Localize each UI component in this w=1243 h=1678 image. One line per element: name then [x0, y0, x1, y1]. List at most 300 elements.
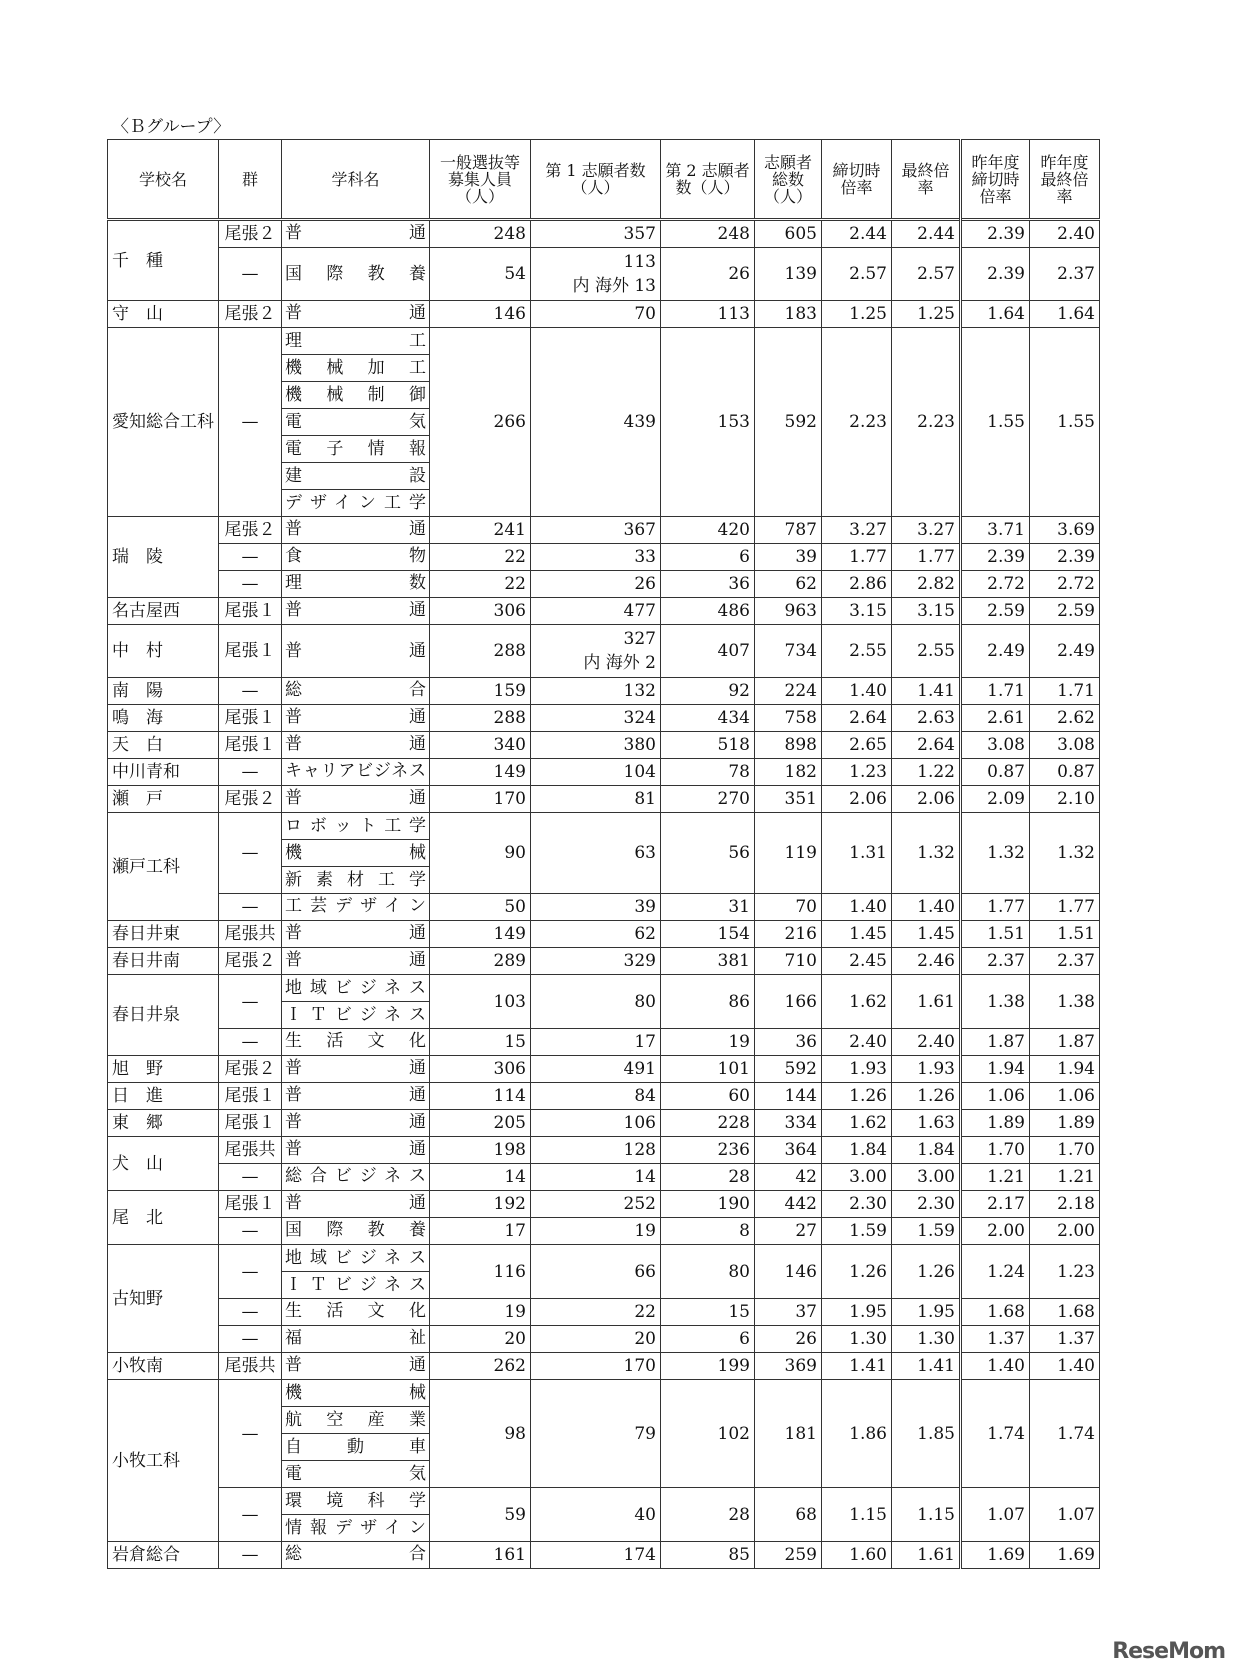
department-cell [282, 220, 430, 248]
capacity-cell: 90 [430, 813, 531, 894]
prev-deadline-ratio-cell: 1.71 [961, 678, 1030, 705]
capacity-cell: 146 [430, 301, 531, 328]
first-choice-cell: 33 [531, 544, 661, 571]
department-cell [282, 1326, 430, 1353]
prev-final-ratio-cell: 1.21 [1030, 1164, 1100, 1191]
department-name: 普通 [285, 950, 426, 971]
table-row [108, 220, 1100, 248]
group-cell: 尾張１ [219, 1083, 282, 1110]
department-cell [282, 975, 430, 1029]
second-choice-cell: 56 [661, 813, 755, 894]
department-cell [282, 1164, 430, 1191]
department-name: 航空産業 [282, 1407, 429, 1434]
prev-deadline-ratio-cell: 1.06 [961, 1083, 1030, 1110]
deadline-ratio-cell: 1.62 [822, 975, 892, 1029]
prev-final-ratio-cell: 1.89 [1030, 1110, 1100, 1137]
group-cell: 尾張１ [219, 705, 282, 732]
department-cell [282, 1299, 430, 1326]
group-cell: 尾張共 [219, 1137, 282, 1164]
header-first-choice: 第 1 志願者数（人） [531, 140, 661, 220]
prev-deadline-ratio-cell: 3.08 [961, 732, 1030, 759]
first-choice-cell: 477 [531, 598, 661, 625]
deadline-ratio-cell: 1.26 [822, 1083, 892, 1110]
second-choice-cell: 80 [661, 1245, 755, 1299]
header-capacity: 一般選抜等募集人員（人） [430, 140, 531, 220]
total-cell: 37 [755, 1299, 822, 1326]
table-row [108, 1326, 1100, 1353]
department-name: 総合 [285, 680, 426, 701]
first-choice-cell: 252 [531, 1191, 661, 1218]
second-choice-cell: 190 [661, 1191, 755, 1218]
school-name: 千 種 [108, 220, 219, 301]
capacity-cell: 14 [430, 1164, 531, 1191]
first-choice-cell: 380 [531, 732, 661, 759]
total-cell: 139 [755, 248, 822, 301]
group-cell: 尾張２ [219, 220, 282, 248]
department-cell [282, 732, 430, 759]
second-choice-cell: 85 [661, 1542, 755, 1569]
group-cell: — [219, 1299, 282, 1326]
final-ratio-cell: 1.26 [892, 1245, 961, 1299]
total-cell: 369 [755, 1353, 822, 1380]
table-row [108, 975, 1100, 1029]
final-ratio-cell: 1.85 [892, 1380, 961, 1488]
second-choice-cell: 381 [661, 948, 755, 975]
second-choice-cell: 236 [661, 1137, 755, 1164]
department-name: 普通 [285, 1085, 426, 1106]
capacity-cell: 149 [430, 921, 531, 948]
section-title: 〈Ｂグループ〉 [112, 117, 231, 137]
school-name: 中川青和 [108, 759, 219, 786]
table-row [108, 1353, 1100, 1380]
capacity-cell: 192 [430, 1191, 531, 1218]
department-cell [282, 598, 430, 625]
school-name: 小牧南 [108, 1353, 219, 1380]
group-cell: — [219, 678, 282, 705]
group-cell: — [219, 571, 282, 598]
prev-final-ratio-cell: 1.87 [1030, 1029, 1100, 1056]
total-cell: 26 [755, 1326, 822, 1353]
first-choice-value: 113 [623, 252, 656, 272]
total-cell: 39 [755, 544, 822, 571]
second-choice-cell: 86 [661, 975, 755, 1029]
prev-deadline-ratio-cell: 2.39 [961, 248, 1030, 301]
first-choice-value: 327 [623, 629, 656, 649]
table-row [108, 921, 1100, 948]
group-cell: — [219, 975, 282, 1029]
prev-final-ratio-cell: 1.55 [1030, 328, 1100, 517]
department-name: 普通 [285, 1058, 426, 1079]
prev-deadline-ratio-cell: 2.72 [961, 571, 1030, 598]
department-name: 普通 [285, 734, 426, 755]
school-name: 守 山 [108, 301, 219, 328]
deadline-ratio-cell: 2.45 [822, 948, 892, 975]
total-cell: 224 [755, 678, 822, 705]
first-choice-cell: 104 [531, 759, 661, 786]
first-choice-cell: 81 [531, 786, 661, 813]
group-cell: 尾張１ [219, 625, 282, 678]
first-choice-cell: 14 [531, 1164, 661, 1191]
prev-final-ratio-cell: 1.71 [1030, 678, 1100, 705]
second-choice-cell: 28 [661, 1488, 755, 1542]
department-name: 機械加工 [282, 355, 429, 382]
capacity-cell: 22 [430, 571, 531, 598]
prev-final-ratio-cell: 2.59 [1030, 598, 1100, 625]
capacity-cell: 116 [430, 1245, 531, 1299]
table-row [108, 1380, 1100, 1488]
capacity-cell: 20 [430, 1326, 531, 1353]
department-name: 福祉 [285, 1328, 426, 1349]
group-cell: 尾張１ [219, 598, 282, 625]
deadline-ratio-cell: 1.59 [822, 1218, 892, 1245]
second-choice-cell: 26 [661, 248, 755, 301]
prev-deadline-ratio-cell: 1.55 [961, 328, 1030, 517]
prev-deadline-ratio-cell: 2.09 [961, 786, 1030, 813]
department-cell [282, 1110, 430, 1137]
department-name: 電気 [285, 1464, 426, 1484]
first-choice-cell: 174 [531, 1542, 661, 1569]
prev-final-ratio-cell: 1.06 [1030, 1083, 1100, 1110]
total-cell: 119 [755, 813, 822, 894]
second-choice-cell: 407 [661, 625, 755, 678]
department-name: ＩＴビジネス [285, 1005, 426, 1025]
final-ratio-cell: 2.06 [892, 786, 961, 813]
school-name: 春日井南 [108, 948, 219, 975]
table-row [108, 1299, 1100, 1326]
department-cell [282, 571, 430, 598]
capacity-cell: 340 [430, 732, 531, 759]
prev-final-ratio-cell: 2.40 [1030, 220, 1100, 248]
department-cell [282, 1056, 430, 1083]
deadline-ratio-cell: 3.15 [822, 598, 892, 625]
first-choice-cell: 80 [531, 975, 661, 1029]
deadline-ratio-cell: 1.86 [822, 1380, 892, 1488]
department-cell [282, 1353, 430, 1380]
department-cell [282, 544, 430, 571]
prev-deadline-ratio-cell: 1.89 [961, 1110, 1030, 1137]
group-cell: — [219, 1164, 282, 1191]
school-name: 岩倉総合 [108, 1542, 219, 1569]
first-choice-cell: 324 [531, 705, 661, 732]
department-cell [282, 705, 430, 732]
first-choice-cell: 63 [531, 813, 661, 894]
deadline-ratio-cell: 1.95 [822, 1299, 892, 1326]
final-ratio-cell: 1.61 [892, 1542, 961, 1569]
second-choice-cell: 92 [661, 678, 755, 705]
prev-deadline-ratio-cell: 2.37 [961, 948, 1030, 975]
prev-deadline-ratio-cell: 1.40 [961, 1353, 1030, 1380]
group-cell: — [219, 1488, 282, 1542]
table-row [108, 544, 1100, 571]
department-name: 普通 [285, 923, 426, 944]
capacity-cell: 306 [430, 598, 531, 625]
department-name: 普通 [285, 641, 426, 661]
final-ratio-cell: 1.30 [892, 1326, 961, 1353]
header-department: 学科名 [282, 140, 430, 220]
prev-deadline-ratio-cell: 1.37 [961, 1326, 1030, 1353]
first-choice-cell: 128 [531, 1137, 661, 1164]
department-name: 普通 [285, 1112, 426, 1133]
prev-final-ratio-cell: 2.00 [1030, 1218, 1100, 1245]
final-ratio-cell: 1.93 [892, 1056, 961, 1083]
department-cell [282, 1245, 430, 1299]
table-row [108, 571, 1100, 598]
final-ratio-cell: 2.44 [892, 220, 961, 248]
group-cell: 尾張２ [219, 517, 282, 544]
deadline-ratio-cell: 1.84 [822, 1137, 892, 1164]
prev-deadline-ratio-cell: 2.61 [961, 705, 1030, 732]
first-choice-cell: 70 [531, 301, 661, 328]
deadline-ratio-cell: 1.41 [822, 1353, 892, 1380]
department-cell [282, 759, 430, 786]
deadline-ratio-cell: 1.77 [822, 544, 892, 571]
table-row [108, 1164, 1100, 1191]
department-cell [282, 1542, 430, 1569]
second-choice-cell: 6 [661, 544, 755, 571]
deadline-ratio-cell: 2.65 [822, 732, 892, 759]
header-prev-deadline-ratio: 昨年度締切時倍率 [961, 140, 1030, 220]
prev-final-ratio-cell: 1.77 [1030, 894, 1100, 921]
total-cell: 710 [755, 948, 822, 975]
first-choice-cell: 66 [531, 1245, 661, 1299]
total-cell: 734 [755, 625, 822, 678]
total-cell: 144 [755, 1083, 822, 1110]
deadline-ratio-cell: 1.31 [822, 813, 892, 894]
prev-final-ratio-cell: 1.70 [1030, 1137, 1100, 1164]
final-ratio-cell: 1.84 [892, 1137, 961, 1164]
total-cell: 334 [755, 1110, 822, 1137]
group-cell: — [219, 1218, 282, 1245]
school-name: 中 村 [108, 625, 219, 678]
prev-deadline-ratio-cell: 2.49 [961, 625, 1030, 678]
table-row [108, 1029, 1100, 1056]
total-cell: 166 [755, 975, 822, 1029]
final-ratio-cell: 1.22 [892, 759, 961, 786]
total-cell: 70 [755, 894, 822, 921]
group-cell: — [219, 1542, 282, 1569]
department-name: 新素材工学 [285, 870, 426, 890]
table-row [108, 1218, 1100, 1245]
table-row [108, 759, 1100, 786]
department-name: 電子情報 [282, 436, 429, 463]
second-choice-cell: 228 [661, 1110, 755, 1137]
prev-deadline-ratio-cell: 1.51 [961, 921, 1030, 948]
table-row [108, 705, 1100, 732]
department-cell [282, 813, 430, 894]
final-ratio-cell: 1.45 [892, 921, 961, 948]
department-cell [282, 678, 430, 705]
final-ratio-cell: 2.82 [892, 571, 961, 598]
prev-final-ratio-cell: 2.18 [1030, 1191, 1100, 1218]
capacity-cell: 17 [430, 1218, 531, 1245]
group-cell: 尾張共 [219, 921, 282, 948]
table-row [108, 1110, 1100, 1137]
department-name: デザイン工学 [285, 493, 426, 513]
deadline-ratio-cell: 1.26 [822, 1245, 892, 1299]
second-choice-cell: 199 [661, 1353, 755, 1380]
final-ratio-cell: 1.59 [892, 1218, 961, 1245]
prev-deadline-ratio-cell: 1.21 [961, 1164, 1030, 1191]
second-choice-cell: 101 [661, 1056, 755, 1083]
department-name: 国際教養 [285, 1220, 426, 1241]
total-cell: 592 [755, 328, 822, 517]
department-name: キャリアビジネス [285, 761, 426, 782]
deadline-ratio-cell: 3.27 [822, 517, 892, 544]
final-ratio-cell: 2.57 [892, 248, 961, 301]
capacity-cell: 266 [430, 328, 531, 517]
overseas-note: 内 海外 13 [572, 276, 656, 296]
department-name: 自動車 [282, 1434, 429, 1461]
table-row [108, 732, 1100, 759]
school-name: 東 郷 [108, 1110, 219, 1137]
prev-deadline-ratio-cell: 1.77 [961, 894, 1030, 921]
table-row [108, 813, 1100, 894]
second-choice-cell: 31 [661, 894, 755, 921]
second-choice-cell: 420 [661, 517, 755, 544]
capacity-cell: 198 [430, 1137, 531, 1164]
deadline-ratio-cell: 2.44 [822, 220, 892, 248]
school-name: 鳴 海 [108, 705, 219, 732]
final-ratio-cell: 2.55 [892, 625, 961, 678]
capacity-cell: 170 [430, 786, 531, 813]
table-row [108, 301, 1100, 328]
school-name: 春日井泉 [108, 975, 219, 1056]
department-cell [282, 517, 430, 544]
deadline-ratio-cell: 1.60 [822, 1542, 892, 1569]
department-name: 総合 [285, 1544, 426, 1565]
first-choice-cell: 170 [531, 1353, 661, 1380]
second-choice-cell: 28 [661, 1164, 755, 1191]
capacity-cell: 241 [430, 517, 531, 544]
second-choice-cell: 486 [661, 598, 755, 625]
group-cell: 尾張共 [219, 1353, 282, 1380]
group-cell: — [219, 328, 282, 517]
department-name: ＩＴビジネス [285, 1275, 426, 1295]
capacity-cell: 161 [430, 1542, 531, 1569]
capacity-cell: 22 [430, 544, 531, 571]
table-row [108, 517, 1100, 544]
capacity-cell: 54 [430, 248, 531, 301]
department-name: 生活文化 [285, 1301, 426, 1322]
total-cell: 216 [755, 921, 822, 948]
final-ratio-cell: 1.32 [892, 813, 961, 894]
group-cell: 尾張１ [219, 1191, 282, 1218]
group-cell: 尾張２ [219, 786, 282, 813]
department-name: 機械 [282, 840, 429, 867]
department-name: 機械制御 [282, 382, 429, 409]
department-cell [282, 1218, 430, 1245]
deadline-ratio-cell: 3.00 [822, 1164, 892, 1191]
watermark-logo: ReseMom [1112, 1639, 1225, 1664]
final-ratio-cell: 1.40 [892, 894, 961, 921]
department-name: 国際教養 [285, 264, 426, 284]
table-row [108, 598, 1100, 625]
table-row [108, 1056, 1100, 1083]
first-choice-cell: 20 [531, 1326, 661, 1353]
capacity-cell: 15 [430, 1029, 531, 1056]
second-choice-cell: 270 [661, 786, 755, 813]
group-cell: — [219, 759, 282, 786]
prev-deadline-ratio-cell: 1.64 [961, 301, 1030, 328]
final-ratio-cell: 1.61 [892, 975, 961, 1029]
first-choice-cell [531, 248, 661, 301]
deadline-ratio-cell: 2.30 [822, 1191, 892, 1218]
capacity-cell: 289 [430, 948, 531, 975]
department-name: 普通 [285, 303, 426, 324]
prev-final-ratio-cell: 1.51 [1030, 921, 1100, 948]
department-name: 食物 [285, 546, 426, 567]
prev-final-ratio-cell: 1.07 [1030, 1488, 1100, 1542]
first-choice-cell [531, 625, 661, 678]
department-name: 普通 [285, 519, 426, 540]
department-name: 情報デザイン [285, 1518, 426, 1538]
overseas-note: 内 海外 2 [583, 653, 656, 673]
department-name: 工芸デザイン [285, 896, 426, 917]
table-row [108, 1137, 1100, 1164]
prev-final-ratio-cell: 2.10 [1030, 786, 1100, 813]
final-ratio-cell: 1.63 [892, 1110, 961, 1137]
total-cell: 758 [755, 705, 822, 732]
deadline-ratio-cell: 2.55 [822, 625, 892, 678]
second-choice-cell: 19 [661, 1029, 755, 1056]
group-cell: 尾張１ [219, 1110, 282, 1137]
total-cell: 68 [755, 1488, 822, 1542]
header-prev-final-ratio: 昨年度最終倍率 [1030, 140, 1100, 220]
prev-deadline-ratio-cell: 1.69 [961, 1542, 1030, 1569]
department-cell [282, 1191, 430, 1218]
group-cell: — [219, 248, 282, 301]
second-choice-cell: 434 [661, 705, 755, 732]
department-name: 総合ビジネス [285, 1166, 426, 1187]
department-cell [282, 301, 430, 328]
department-name: 建設 [282, 463, 429, 490]
prev-final-ratio-cell: 1.64 [1030, 301, 1100, 328]
header-group: 群 [219, 140, 282, 220]
first-choice-cell: 17 [531, 1029, 661, 1056]
department-name: 普通 [285, 223, 426, 244]
group-cell: 尾張２ [219, 1056, 282, 1083]
header-school: 学校名 [108, 140, 219, 220]
second-choice-cell: 113 [661, 301, 755, 328]
deadline-ratio-cell: 1.23 [822, 759, 892, 786]
second-choice-cell: 78 [661, 759, 755, 786]
department-cell [282, 948, 430, 975]
second-choice-cell: 60 [661, 1083, 755, 1110]
total-cell: 442 [755, 1191, 822, 1218]
group-cell: — [219, 1029, 282, 1056]
department-cell [282, 921, 430, 948]
school-name: 南 陽 [108, 678, 219, 705]
deadline-ratio-cell: 2.57 [822, 248, 892, 301]
prev-final-ratio-cell: 1.94 [1030, 1056, 1100, 1083]
first-choice-cell: 491 [531, 1056, 661, 1083]
final-ratio-cell: 1.95 [892, 1299, 961, 1326]
department-name: 生活文化 [285, 1031, 426, 1052]
school-name: 名古屋西 [108, 598, 219, 625]
total-cell: 351 [755, 786, 822, 813]
school-name: 尾 北 [108, 1191, 219, 1245]
total-cell: 364 [755, 1137, 822, 1164]
department-cell [282, 894, 430, 921]
header-deadline-ratio: 締切時倍率 [822, 140, 892, 220]
final-ratio-cell: 2.63 [892, 705, 961, 732]
prev-deadline-ratio-cell: 2.39 [961, 220, 1030, 248]
prev-final-ratio-cell: 1.38 [1030, 975, 1100, 1029]
capacity-cell: 288 [430, 625, 531, 678]
final-ratio-cell: 2.30 [892, 1191, 961, 1218]
total-cell: 605 [755, 220, 822, 248]
second-choice-cell: 154 [661, 921, 755, 948]
